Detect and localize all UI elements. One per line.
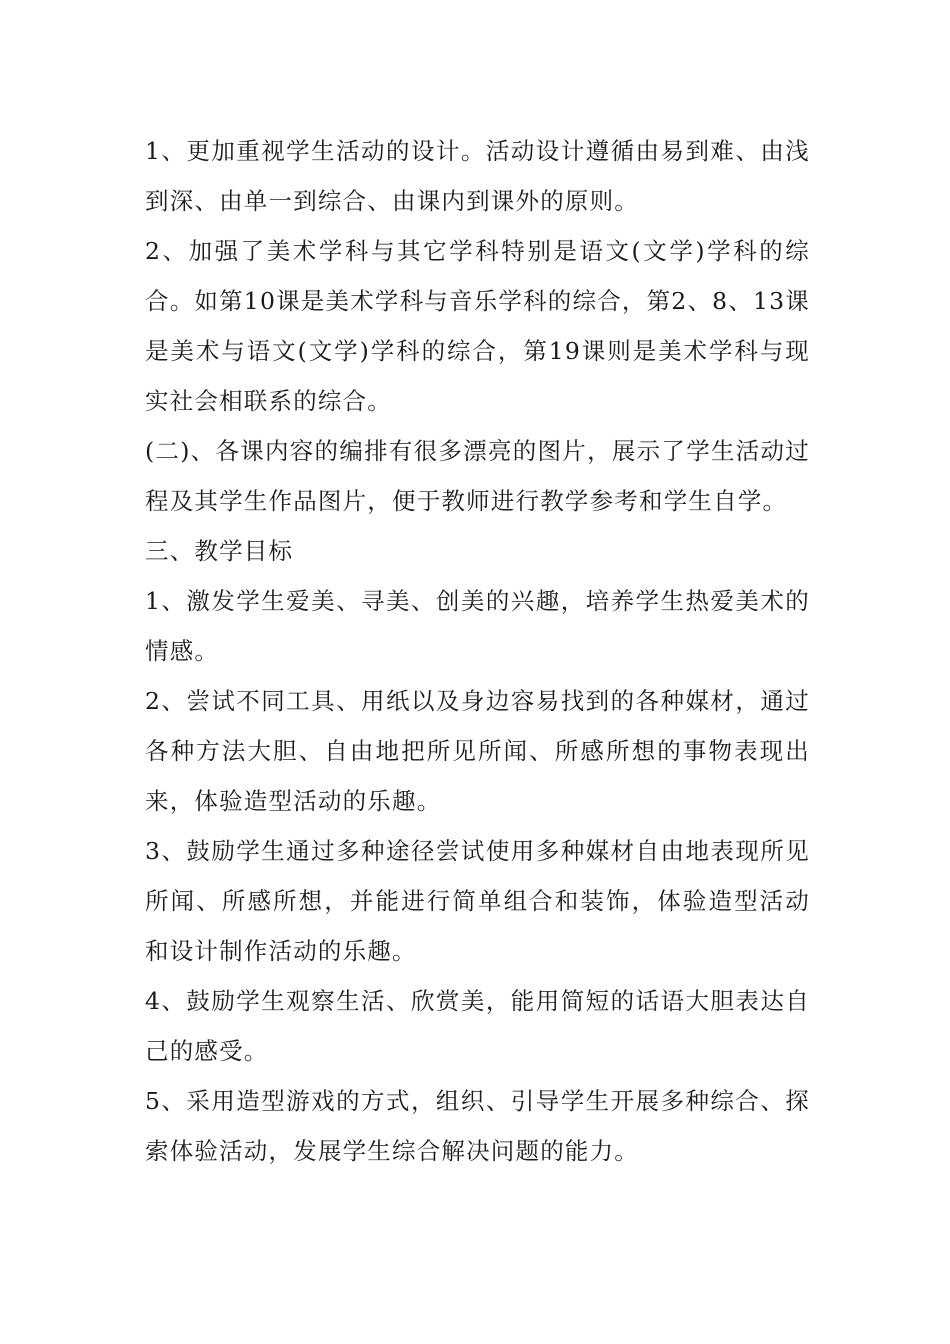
section-heading-teaching-goals: 三、教学目标 [145, 537, 294, 565]
paragraph-lesson-layout: (二)、各课内容的编排有很多漂亮的图片，展示了学生活动过程及其学生作品图片，便于教师进行教学参考和学生自学。 [145, 437, 810, 515]
document-body [145, 126, 810, 1176]
paragraph-goal-2: 2、尝试不同工具、用纸以及身边容易找到的各种媒材，通过各种方法大胆、自由地把所见所闻、所感所想的事物表现出来，体验造型活动的乐趣。 [145, 687, 810, 815]
paragraph-goal-5: 5、采用造型游戏的方式，组织、引导学生开展多种综合、探索体验活动，发展学生综合解决问题的能力。 [145, 1087, 810, 1165]
paragraph-goal-4: 4、鼓励学生观察生活、欣赏美，能用简短的话语大胆表达自己的感受。 [145, 987, 810, 1065]
paragraph-goal-3: 3、鼓励学生通过多种途径尝试使用多种媒材自由地表现所见所闻、所感所想，并能进行简单组合和装饰，体验造型活动和设计制作活动的乐趣。 [145, 837, 810, 965]
paragraph-goal-1: 1、激发学生爱美、寻美、创美的兴趣，培养学生热爱美术的情感。 [145, 587, 810, 665]
paragraph-subject-integration: 2、加强了美术学科与其它学科特别是语文(文学)学科的综合。如第10课是美术学科与音乐学科的综合，第2、8、13课是美术与语文(文学)学科的综合，第19课则是美术学科与现实社会相联系的综合。 [145, 237, 811, 415]
paragraph-activity-design: 1、更加重视学生活动的设计。活动设计遵循由易到难、由浅到深、由单一到综合、由课内到课外的原则。 [145, 137, 810, 215]
